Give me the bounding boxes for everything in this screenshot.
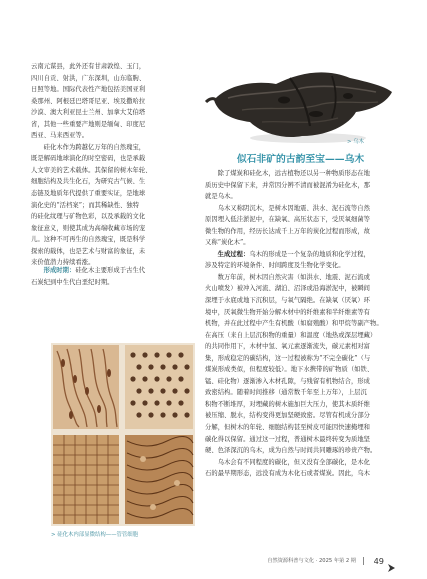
body-line: 的硅化纹理与矿物色彩，以及承载的文化 bbox=[31, 213, 146, 221]
body-line: 桑那州、阿根廷巴塔哥尼亚、埃及撒哈拉 bbox=[31, 97, 146, 105]
body-line: 硬、色泽深沉的乌木，成为自然与时间共同雕琢的珍贵产物。 bbox=[205, 447, 377, 455]
body-line: 沙漠、澳大利亚昆士兰州、加拿大艾伯塔 bbox=[31, 109, 146, 117]
body-line bbox=[31, 265, 194, 277]
body-line: 涉及特定的环境条件、时间跨度及生物化学变化。 bbox=[205, 262, 345, 270]
body-line: 就是乌木。 bbox=[205, 193, 237, 201]
body-line: 的共同作用下，木材中氢、氧元素逐渐流失，碳元素相对富 bbox=[205, 343, 371, 351]
left-column-top bbox=[31, 61, 194, 269]
body-line: 碳化得以保留。通过这一过程，普通树木最终转变为质地坚 bbox=[205, 435, 371, 443]
generation-process-text: 乌木的形成是一个复杂的地质和化学过程， bbox=[249, 250, 370, 258]
body-line: 演化史的“活档案”；而其稀缺性、独特 bbox=[31, 201, 140, 209]
body-line: 锰、硅化物）逐渐渗入木材孔隙，与残留有机物结合，形成 bbox=[205, 377, 371, 385]
chevron-right-icon bbox=[387, 557, 396, 576]
body-line: 石的最早期形态，远没有成为木化石或者煤炭。因此，乌木 bbox=[205, 470, 371, 478]
body-line: 儿。这种不可再生的自然瑰宝，既是科学 bbox=[31, 236, 146, 244]
figure-caption-ebony: > 乌木 bbox=[347, 139, 365, 145]
journal-name: 自然资源科普与文化 · 2025 年第 2 期 bbox=[267, 558, 356, 564]
body-line: 微生物的作用，经历长达成千上万年的炭化过程而形成，故 bbox=[205, 227, 371, 235]
petrified-wood-microstructure-image bbox=[51, 343, 195, 526]
body-line: 乌木会有不同程度的碳化，但又没有全部碳化，是木化 bbox=[217, 458, 370, 466]
footer-divider bbox=[363, 557, 364, 565]
page-footer bbox=[205, 555, 396, 567]
formation-period-paragraph bbox=[31, 265, 194, 288]
body-line: 乌木又称阴沉木，是树木因地震、洪水、泥石流等自然 bbox=[217, 204, 370, 212]
body-line bbox=[205, 249, 396, 261]
body-line: 西亚、马来西亚等。 bbox=[31, 132, 89, 140]
page-number: 49 bbox=[373, 556, 384, 566]
body-line: 深埋于水底或地下沉积层，与氧气隔绝。在缺氧（厌氧）环 bbox=[205, 297, 371, 305]
body-line: 细胞结构及共生化石，为研究古气候、生 bbox=[31, 178, 146, 186]
body-line: 石炭纪到中生代白垩纪时期。 bbox=[31, 278, 114, 286]
formation-period-text: 硅化木主要形成于古生代 bbox=[75, 267, 146, 274]
body-line: 云南元谋县，此外还有甘肃敦煌、玉门， bbox=[31, 63, 146, 70]
body-line: 省，其他一些重要产地则是缅甸、印度尼 bbox=[31, 120, 146, 128]
body-line: 集，形成稳定的碳结构，这一过程被称为“不完全碳化”（与 bbox=[205, 354, 371, 362]
body-line: 除了煤炭和硅化木，远古植物还以另一种物质形态在地 bbox=[217, 170, 370, 177]
body-line: 质历史中保留下来，并常因分辨不清而被混淆为硅化木，那 bbox=[205, 181, 371, 189]
body-line: 被压缩、脱水，结构变得更加坚硬致密。尽管有机成分部分 bbox=[205, 412, 371, 420]
body-line: 四川自贡、射洪，广东深圳，山东临朐、 bbox=[31, 74, 146, 82]
body-line: 原因埋入低洼淤泥中，在缺氧、高压状态下，受厌氧细菌等 bbox=[205, 216, 371, 224]
body-line: 火山喷发）被冲入河流、湖泊、沼泽或沿海淤泥中，被瞬间 bbox=[205, 285, 371, 293]
body-line: 日照等地。国际代表性产地包括美国亚利 bbox=[31, 86, 146, 94]
body-line: 又称“炭化木”。 bbox=[205, 239, 250, 247]
body-line: 硅化木作为跨越亿万年的自然瑰宝， bbox=[43, 143, 146, 151]
body-line: 数万年前，树木因自然灾害（如洪水、地震、泥石流或 bbox=[217, 273, 370, 281]
right-column bbox=[205, 168, 396, 480]
body-line: 积物不断堆厚，对埋藏的树木施加巨大压力，使其木质纤维 bbox=[205, 400, 371, 408]
body-line: 象征意义，则使其成为高端收藏市场的宠 bbox=[31, 224, 146, 232]
body-line: 煤炭形成类似，但程度较低）。地下水携带的矿物质（如铁、 bbox=[205, 366, 374, 374]
section-title: 似石非矿的古韵至宝——乌木 bbox=[236, 154, 365, 165]
ebony-wood-photo bbox=[198, 56, 396, 146]
body-line: 境中，厌氧微生物开始分解木材中的纤维素和半纤维素等有 bbox=[205, 308, 371, 316]
body-line: 机物，并在此过程中产生有机酸（如腐殖酸）和甲烷等副产物。 bbox=[205, 320, 383, 328]
body-line: 在高压（来自上层沉积物的重量）和温度（地热或深层埋藏） bbox=[205, 331, 377, 339]
generation-process-label: 生成过程： bbox=[217, 250, 250, 258]
formation-period-label: 形成时期： bbox=[43, 267, 76, 274]
body-line: 来价值潜力持续看涨。 bbox=[31, 259, 95, 267]
body-line: 致密结构。随着时间推移（通常数千年至上万年），上层沉 bbox=[205, 389, 367, 397]
body-line: 探索的载体，也是艺术与财富的象征，未 bbox=[31, 247, 146, 255]
body-line: 既是解码地球演化的时空密码，也是承载 bbox=[31, 155, 146, 163]
body-line: 分解，但树木的年轮、细胞结构甚至树皮可能因快速掩埋和 bbox=[205, 424, 371, 432]
body-line: 人文审美的艺术载体。其保留的树木年轮、 bbox=[31, 166, 152, 174]
figure-caption-microstructure: > 硅化木内部显微结构——管管细胞 bbox=[51, 532, 139, 538]
body-line: 态链及地质年代提供了重要实证，是地球 bbox=[31, 190, 146, 198]
